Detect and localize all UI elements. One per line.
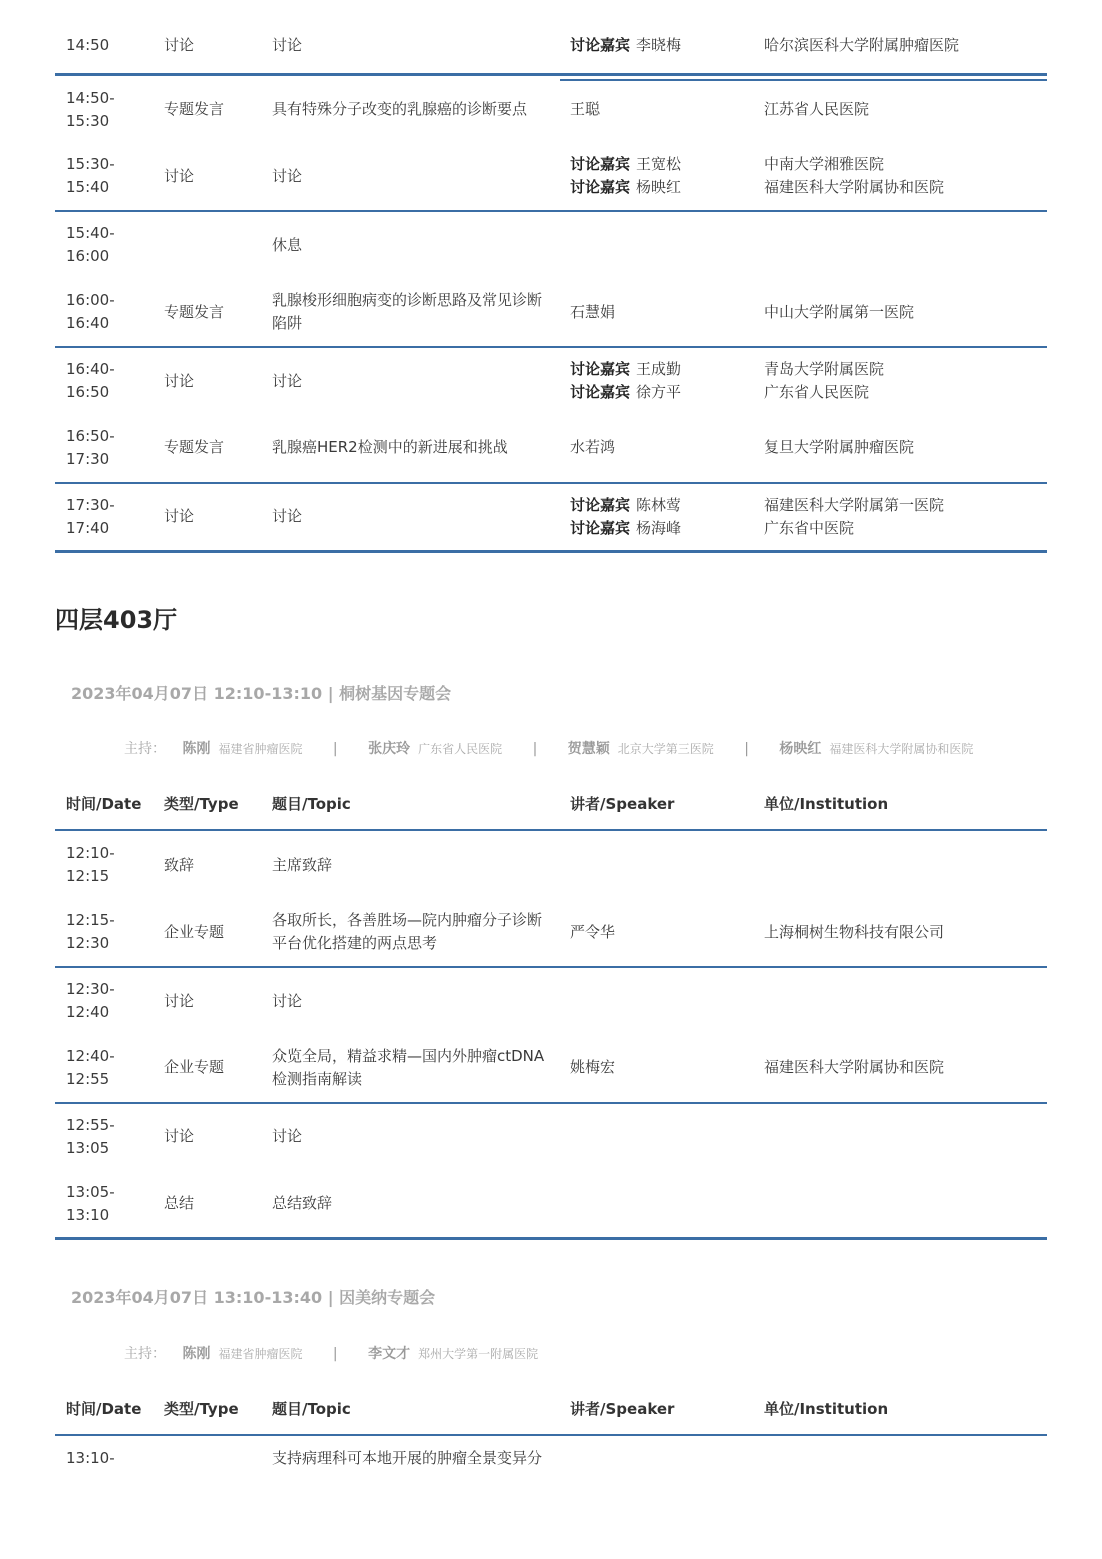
- row-topic: 讨论: [272, 36, 303, 54]
- header-speaker: 讲者/Speaker: [570, 1400, 675, 1418]
- row-institution: 福建医科大学附属第一医院: [764, 496, 945, 514]
- row-time: 14:50- 15:30: [66, 89, 115, 130]
- row-topic: 讨论: [272, 507, 303, 525]
- header-time: 时间/Date: [66, 1400, 142, 1418]
- row-divider: [55, 73, 1047, 76]
- speaker-name: 王成勤: [636, 360, 682, 378]
- row-institution: 福建医科大学附属协和医院: [764, 1058, 945, 1076]
- speaker-name: 李晓梅: [636, 36, 682, 54]
- row-topic: 讨论: [272, 1127, 303, 1145]
- header-divider: [55, 1434, 1047, 1436]
- row-topic: 各取所长，各善胜场—院内肿瘤分子诊断平台优化搭建的两点思考: [272, 911, 543, 952]
- row-divider: [55, 966, 1047, 968]
- host-name: 杨映红: [779, 741, 822, 757]
- row-time: 16:40- 16:50: [66, 360, 115, 401]
- hall-title: 四层403厅: [55, 606, 178, 634]
- row-type: 讨论: [164, 507, 195, 525]
- row-speaker: [570, 176, 755, 199]
- host-label: 主持：: [124, 741, 166, 757]
- host-name: 贺慧颖: [567, 741, 610, 757]
- speaker-role: 讨论嘉宾: [570, 383, 631, 401]
- row-divider: [55, 550, 1047, 553]
- row-speaker: 严令华: [570, 923, 616, 941]
- row-time: 13:05- 13:10: [66, 1183, 115, 1224]
- header-institution: 单位/Institution: [764, 1400, 889, 1418]
- speaker-name: 徐方平: [636, 383, 682, 401]
- row-institution: 江苏省人民医院: [764, 100, 870, 118]
- header-type: 类型/Type: [164, 795, 239, 813]
- row-type: 讨论: [164, 372, 195, 390]
- host-name: 陈刚: [182, 741, 211, 757]
- host-institution: 福建省肿瘤医院: [218, 1347, 303, 1361]
- host-separator: |: [744, 741, 749, 757]
- table-bottom-border: [55, 1237, 1047, 1240]
- row-time: 13:10-: [66, 1449, 115, 1467]
- row-type: 讨论: [164, 992, 195, 1010]
- row-time: 12:15- 12:30: [66, 911, 115, 952]
- header-topic: 题目/Topic: [272, 795, 351, 813]
- row-topic: 休息: [272, 236, 303, 254]
- host-name: 李文才: [368, 1346, 411, 1362]
- row-speaker: [570, 34, 755, 57]
- speaker-role: 讨论嘉宾: [570, 360, 631, 378]
- row-type: 专题发言: [164, 100, 225, 118]
- row-topic: 讨论: [272, 372, 303, 390]
- host-institution: 福建医科大学附属协和医院: [829, 742, 974, 756]
- row-type: 专题发言: [164, 303, 225, 321]
- speaker-name: 陈林莺: [636, 496, 682, 514]
- host-name: 陈刚: [182, 1346, 211, 1362]
- row-speaker: [570, 153, 755, 176]
- row-institution: 福建医科大学附属协和医院: [764, 178, 945, 196]
- row-speaker: 水若鸿: [570, 438, 616, 456]
- host-list: [124, 738, 973, 758]
- session-title: 2023年04月07日 12:10-13:10 | 桐树基因专题会: [71, 684, 452, 703]
- host-separator: |: [332, 741, 338, 757]
- speaker-role: 讨论嘉宾: [570, 496, 631, 514]
- row-speaker: 石慧娟: [570, 303, 616, 321]
- header-speaker: 讲者/Speaker: [570, 795, 675, 813]
- speaker-name: 杨海峰: [636, 519, 682, 537]
- header-institution: 单位/Institution: [764, 795, 889, 813]
- row-time: 16:00- 16:40: [66, 291, 115, 332]
- host-institution: 福建省肿瘤医院: [218, 742, 303, 756]
- row-time: 12:30- 12:40: [66, 980, 115, 1021]
- row-type: 讨论: [164, 167, 195, 185]
- row-time: 12:10- 12:15: [66, 844, 115, 885]
- row-type: 讨论: [164, 1127, 195, 1145]
- row-institution: 中山大学附属第一医院: [764, 303, 915, 321]
- host-institution: 广东省人民医院: [418, 742, 503, 756]
- header-divider: [55, 829, 1047, 831]
- row-type: 企业专题: [164, 923, 225, 941]
- speaker-name: 杨映红: [636, 178, 682, 196]
- row-topic: 乳腺梭形细胞病变的诊断思路及常见诊断陷阱: [272, 291, 543, 332]
- row-type: 致辞: [164, 856, 195, 874]
- row-time: 15:40- 16:00: [66, 224, 115, 265]
- row-time: 16:50- 17:30: [66, 427, 115, 468]
- row-type: 企业专题: [164, 1058, 225, 1076]
- row-time: 14:50: [66, 36, 110, 54]
- row-institution: 哈尔滨医科大学附属肿瘤医院: [764, 36, 960, 54]
- row-topic: 具有特殊分子改变的乳腺癌的诊断要点: [272, 100, 528, 118]
- row-institution: 中南大学湘雅医院: [764, 155, 885, 173]
- speaker-name: 王宽松: [636, 155, 682, 173]
- row-speaker: [570, 381, 755, 404]
- row-topic: 众览全局，精益求精—国内外肿瘤ctDNA检测指南解读: [272, 1047, 545, 1088]
- row-institution: 复旦大学附属肿瘤医院: [764, 438, 915, 456]
- row-type: 讨论: [164, 36, 195, 54]
- session-title: 2023年04月07日 13:10-13:40 | 因美纳专题会: [71, 1288, 436, 1307]
- row-divider: [55, 210, 1047, 212]
- host-institution: 北京大学第三医院: [617, 742, 714, 756]
- row-topic: 乳腺癌HER2检测中的新进展和挑战: [272, 438, 508, 456]
- host-institution: 郑州大学第一附属医院: [418, 1347, 539, 1361]
- row-speaker: 王聪: [570, 100, 601, 118]
- row-topic: 支持病理科可本地开展的肿瘤全景变异分: [272, 1449, 543, 1467]
- header-type: 类型/Type: [164, 1400, 239, 1418]
- row-topic: 讨论: [272, 167, 303, 185]
- host-list: [124, 1343, 538, 1363]
- header-topic: 题目/Topic: [272, 1400, 351, 1418]
- speaker-role: 讨论嘉宾: [570, 36, 631, 54]
- row-type: 专题发言: [164, 438, 225, 456]
- speaker-role: 讨论嘉宾: [570, 155, 631, 173]
- row-institution: 青岛大学附属医院: [764, 360, 885, 378]
- row-divider: [55, 1102, 1047, 1104]
- host-separator: |: [532, 741, 538, 757]
- row-divider: [560, 79, 1047, 81]
- row-divider: [55, 482, 1047, 484]
- row-divider: [55, 346, 1047, 348]
- row-time: 15:30- 15:40: [66, 155, 115, 196]
- row-speaker: [570, 494, 755, 517]
- host-separator: |: [332, 1346, 338, 1362]
- speaker-role: 讨论嘉宾: [570, 519, 631, 537]
- row-institution: 广东省中医院: [764, 519, 855, 537]
- row-topic: 讨论: [272, 992, 303, 1010]
- row-speaker: [570, 517, 755, 540]
- row-topic: 主席致辞: [272, 856, 333, 874]
- row-type: 总结: [164, 1194, 195, 1212]
- host-label: 主持：: [124, 1346, 166, 1362]
- speaker-role: 讨论嘉宾: [570, 178, 631, 196]
- row-time: 17:30- 17:40: [66, 496, 115, 537]
- host-name: 张庆玲: [368, 741, 411, 757]
- row-topic: 总结致辞: [272, 1194, 333, 1212]
- header-time: 时间/Date: [66, 795, 142, 813]
- row-time: 12:40- 12:55: [66, 1047, 115, 1088]
- row-speaker: [570, 358, 755, 381]
- row-institution: 广东省人民医院: [764, 383, 870, 401]
- row-institution: 上海桐树生物科技有限公司: [764, 923, 945, 941]
- row-time: 12:55- 13:05: [66, 1116, 115, 1157]
- row-speaker: 姚梅宏: [570, 1058, 616, 1076]
